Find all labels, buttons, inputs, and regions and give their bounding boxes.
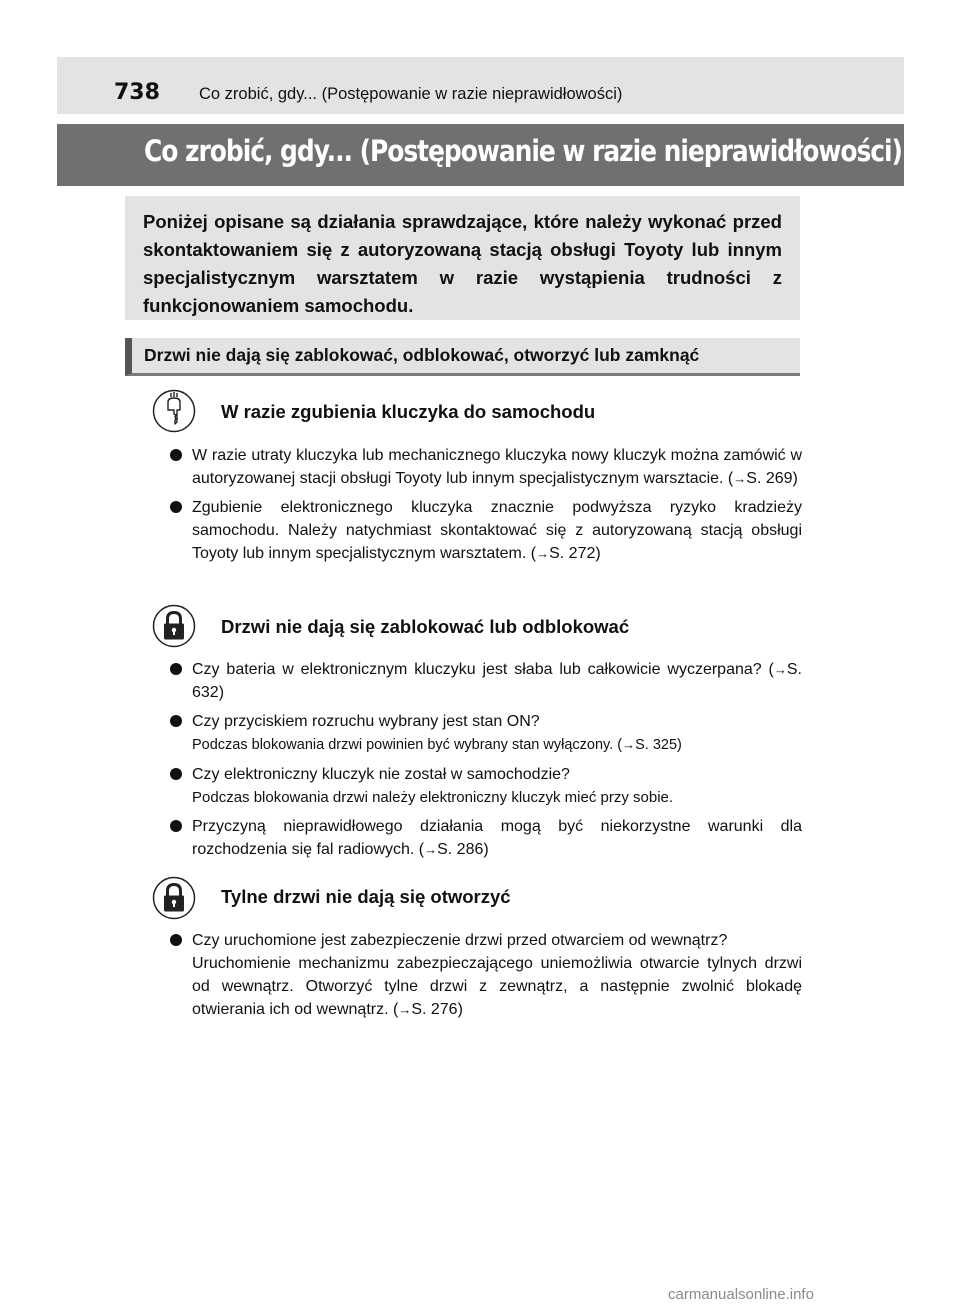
arrow-icon: →	[773, 662, 787, 677]
list-item: W razie utraty kluczyka lub mechanicznego kluczyka nowy kluczyk można zamówić w autoryzowanej stacji obsługi Toyoty lub innym specjalistycznym warsztacie. (→S. 269)	[170, 444, 802, 490]
subsection-title: W razie zgubienia kluczyka do samochodu	[221, 401, 596, 422]
key-icon	[152, 389, 196, 433]
page-title: Co zrobić, gdy... (Postępowanie w razie nieprawidłowości)	[144, 134, 902, 168]
list-item: Czy bateria w elektronicznym kluczyku jest słaba lub całkowicie wyczerpana? (→S. 632)	[170, 658, 802, 704]
lock-icon	[152, 876, 196, 920]
intro-box	[125, 196, 800, 320]
list-item: Czy uruchomione jest zabezpieczenie drzwi przed otwarciem od wewnątrz? Uruchomienie mechanizmu zabezpieczającego uniemożliwia otwarcie tylnych drzwi od wewnątrz. Otworzyć tylne drzwi z zewnątrz, a następnie zwolnić blokadę otwierania ich od wewnątrz. (→S. 276)	[170, 929, 802, 1021]
arrow-icon: →	[424, 842, 438, 857]
watermark: carmanualsonline.info	[668, 1286, 814, 1303]
intro-text: Poniżej opisane są działania sprawdzające, które należy wykonać przed skontaktowaniem się z autoryzowaną stacją obsługi Toyoty lub innym specjalistycznym warsztatem w razie wystąpienia trudności z funkcjonowaniem samochodu.	[143, 211, 782, 316]
arrow-icon: →	[733, 471, 747, 486]
subsection-title: Drzwi nie dają się zablokować lub odblokować	[221, 616, 630, 637]
lock-icon	[152, 604, 196, 648]
section-heading-text: Drzwi nie dają się zablokować, odblokować, otworzyć lub zamknąć	[144, 345, 700, 365]
list-lock-unlock	[170, 658, 802, 867]
running-head: Co zrobić, gdy... (Postępowanie w razie nieprawidłowości)	[199, 85, 623, 103]
list-item: Przyczyną nieprawidłowego działania mogą być niekorzystne warunki dla rozchodzenia się fal radiowych. (→S. 286)	[170, 815, 802, 861]
subsection-title: Tylne drzwi nie dają się otworzyć	[221, 886, 511, 907]
arrow-icon: →	[622, 737, 636, 752]
arrow-icon: →	[536, 546, 550, 561]
page-number: 738	[114, 80, 160, 105]
list-item: Czy przyciskiem rozruchu wybrany jest stan ON? Podczas blokowania drzwi powinien być wybrany stan wyłączony. (→S. 325)	[170, 710, 802, 757]
list-lost-key	[170, 444, 802, 571]
list-item: Czy elektroniczny kluczyk nie został w samochodzie? Podczas blokowania drzwi należy elektroniczny kluczyk mieć przy sobie.	[170, 763, 802, 809]
list-item: Zgubienie elektronicznego kluczyka znacznie podwyższa ryzyko kradzieży samochodu. Należy natychmiast skontaktować się z autoryzowaną stacją obsługi Toyoty lub innym specjalistycznym warsztatem. (→S. 272)	[170, 496, 802, 565]
list-back-door	[170, 929, 802, 1027]
arrow-icon: →	[398, 1002, 412, 1017]
section-heading	[125, 338, 800, 376]
